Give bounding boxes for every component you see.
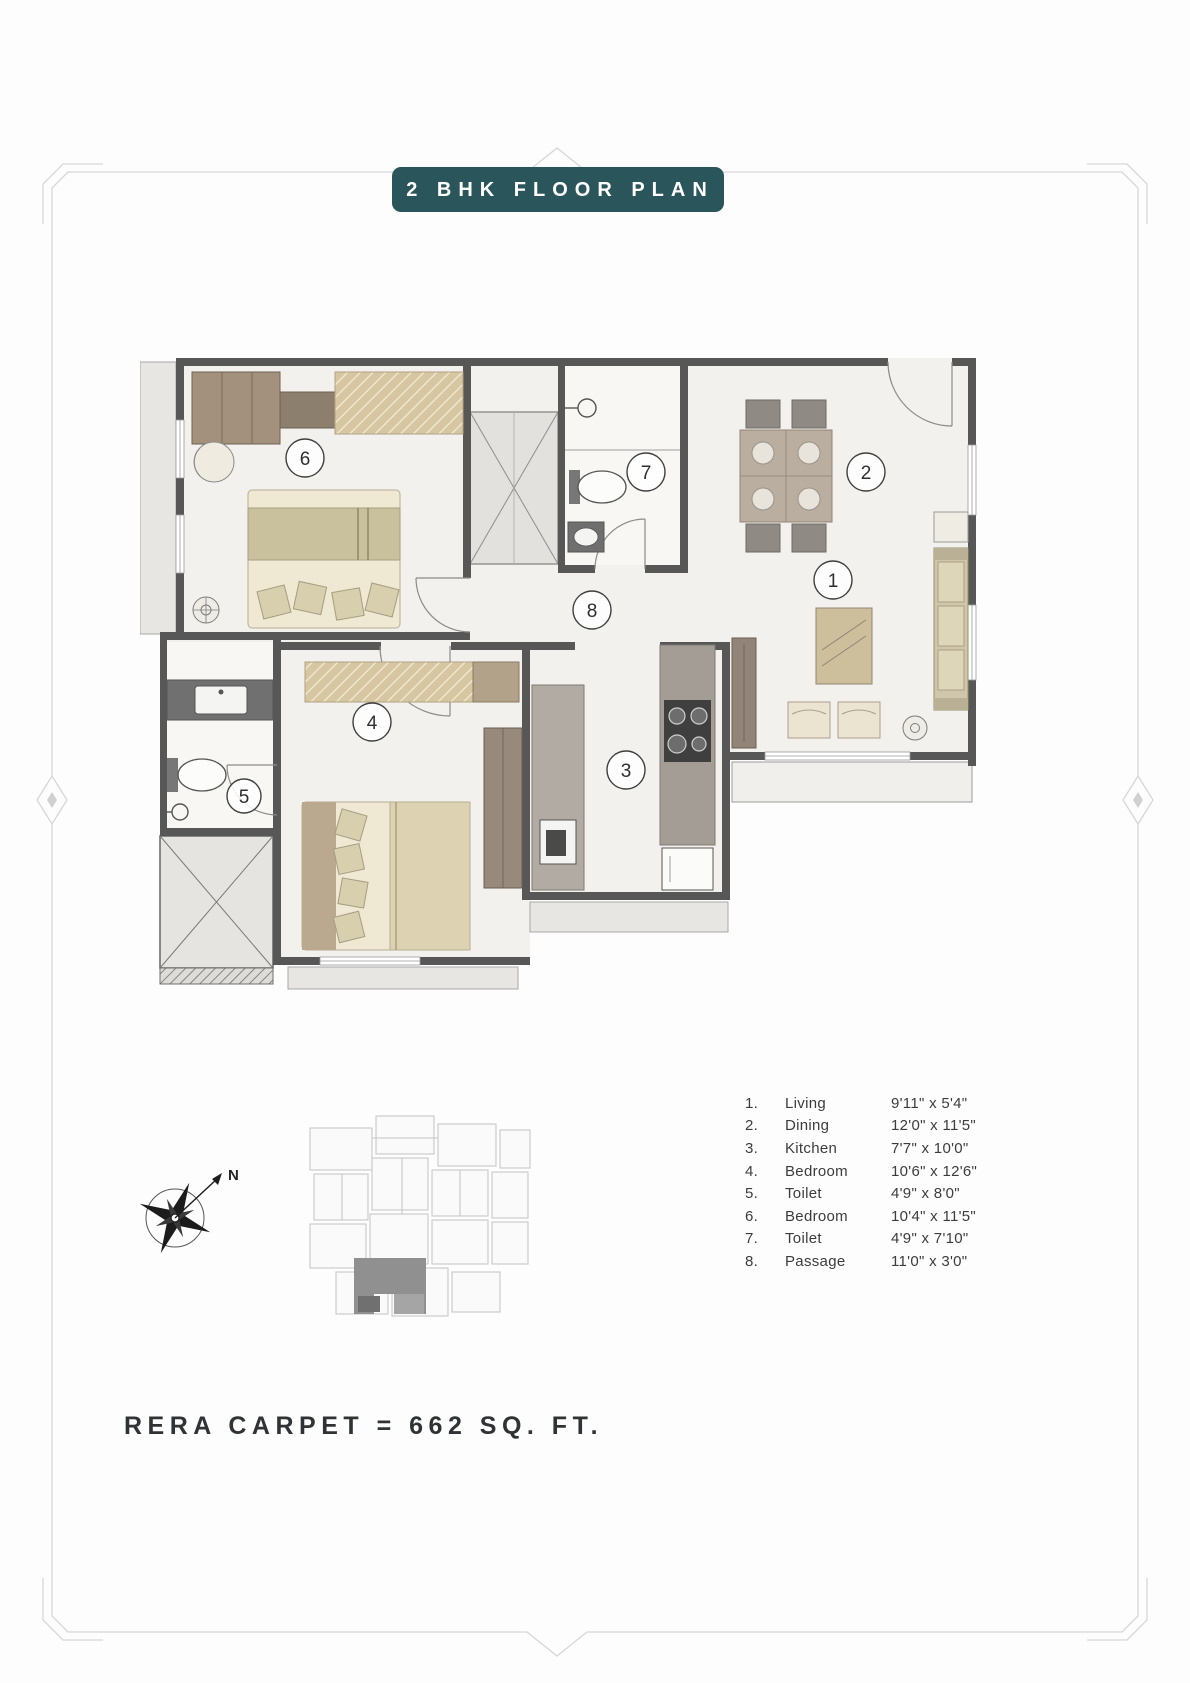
room-number-badge-1 — [814, 561, 852, 599]
room-number-badge-7 — [627, 453, 665, 491]
svg-text:3: 3 — [620, 761, 632, 782]
room-number-badge-4 — [353, 703, 391, 741]
title-banner — [392, 167, 724, 212]
legend-dimension: 11'0" x 3'0" — [891, 1252, 968, 1270]
bed — [248, 490, 400, 628]
legend-number: 2. — [745, 1117, 759, 1135]
legend-number: 7. — [745, 1230, 759, 1248]
room-number-badge-6 — [286, 439, 324, 477]
ottoman — [838, 702, 880, 738]
legend-row — [745, 1160, 1010, 1183]
legend-number: 8. — [745, 1252, 759, 1270]
legend-row — [745, 1182, 1010, 1205]
legend-row — [745, 1092, 1010, 1115]
wc-bowl — [178, 759, 226, 791]
key-plan — [298, 1108, 538, 1338]
page-title: 2 BHK FLOOR PLAN — [406, 179, 714, 201]
legend-row — [745, 1228, 1010, 1251]
room-number-badge-5 — [227, 779, 261, 813]
room-number-badge-3 — [607, 751, 645, 789]
svg-text:2: 2 — [860, 463, 872, 484]
legend-dimension: 9'11" x 5'4" — [891, 1094, 968, 1112]
room-number-badge-8 — [573, 591, 611, 629]
legend-number: 5. — [745, 1185, 759, 1203]
dining-chair — [792, 400, 826, 428]
legend-room-name: Kitchen — [785, 1139, 838, 1157]
wc-tank — [167, 758, 178, 792]
legend-number: 6. — [745, 1207, 759, 1225]
svg-text:5: 5 — [238, 787, 250, 808]
svg-text:6: 6 — [299, 449, 311, 470]
legend-room-name: Dining — [785, 1117, 830, 1135]
closet-hatch — [305, 662, 473, 702]
legend-room-name: Passage — [785, 1252, 846, 1270]
sofa — [934, 548, 968, 710]
dining-chair — [746, 524, 780, 552]
legend-dimension: 4'9" x 8'0" — [891, 1185, 960, 1203]
compass-rose — [128, 1158, 248, 1281]
svg-text:4: 4 — [366, 713, 378, 734]
room-legend — [745, 1092, 1010, 1273]
closet-end — [473, 662, 519, 702]
center-table — [816, 608, 872, 684]
floor-plan — [140, 350, 980, 995]
svg-text:1: 1 — [827, 571, 839, 592]
north-label: N — [228, 1167, 239, 1184]
legend-room-name: Living — [785, 1094, 826, 1112]
legend-dimension: 10'4" x 11'5" — [891, 1207, 977, 1225]
wardrobe — [192, 372, 280, 444]
rera-caption: RERA CARPET = 662 SQ. FT. — [124, 1412, 604, 1440]
shelf — [280, 392, 335, 428]
stove — [664, 700, 711, 762]
legend-room-name: Toilet — [785, 1230, 822, 1248]
legend-number: 4. — [745, 1162, 759, 1180]
floor-drain-icon — [193, 597, 219, 623]
vestibule-closet — [470, 412, 558, 564]
ottoman — [788, 702, 830, 738]
legend-row — [745, 1137, 1010, 1160]
legend-dimension: 4'9" x 7'10" — [891, 1230, 969, 1248]
wc-bowl — [578, 471, 626, 503]
legend-number: 3. — [745, 1139, 759, 1157]
room-number-badge-2 — [847, 453, 885, 491]
legend-room-name: Toilet — [785, 1185, 822, 1203]
floor-drain-icon — [903, 716, 927, 740]
svg-text:7: 7 — [640, 463, 652, 484]
svg-text:8: 8 — [586, 601, 598, 622]
legend-dimension: 7'7" x 10'0" — [891, 1139, 969, 1157]
bed — [302, 802, 470, 950]
legend-room-name: Bedroom — [785, 1207, 848, 1225]
dining-chair — [792, 524, 826, 552]
dining-chair — [746, 400, 780, 428]
legend-row — [745, 1115, 1010, 1138]
key-plan-highlighted-unit — [354, 1258, 426, 1314]
legend-row — [745, 1205, 1010, 1228]
legend-dimension: 12'0" x 11'5" — [891, 1117, 977, 1135]
legend-number: 1. — [745, 1094, 759, 1112]
service-duct — [160, 836, 273, 984]
closet-hatch — [335, 372, 463, 434]
legend-dimension: 10'6" x 12'6" — [891, 1162, 978, 1180]
side-table — [934, 512, 968, 542]
legend-row — [745, 1250, 1010, 1273]
legend-room-name: Bedroom — [785, 1162, 848, 1180]
